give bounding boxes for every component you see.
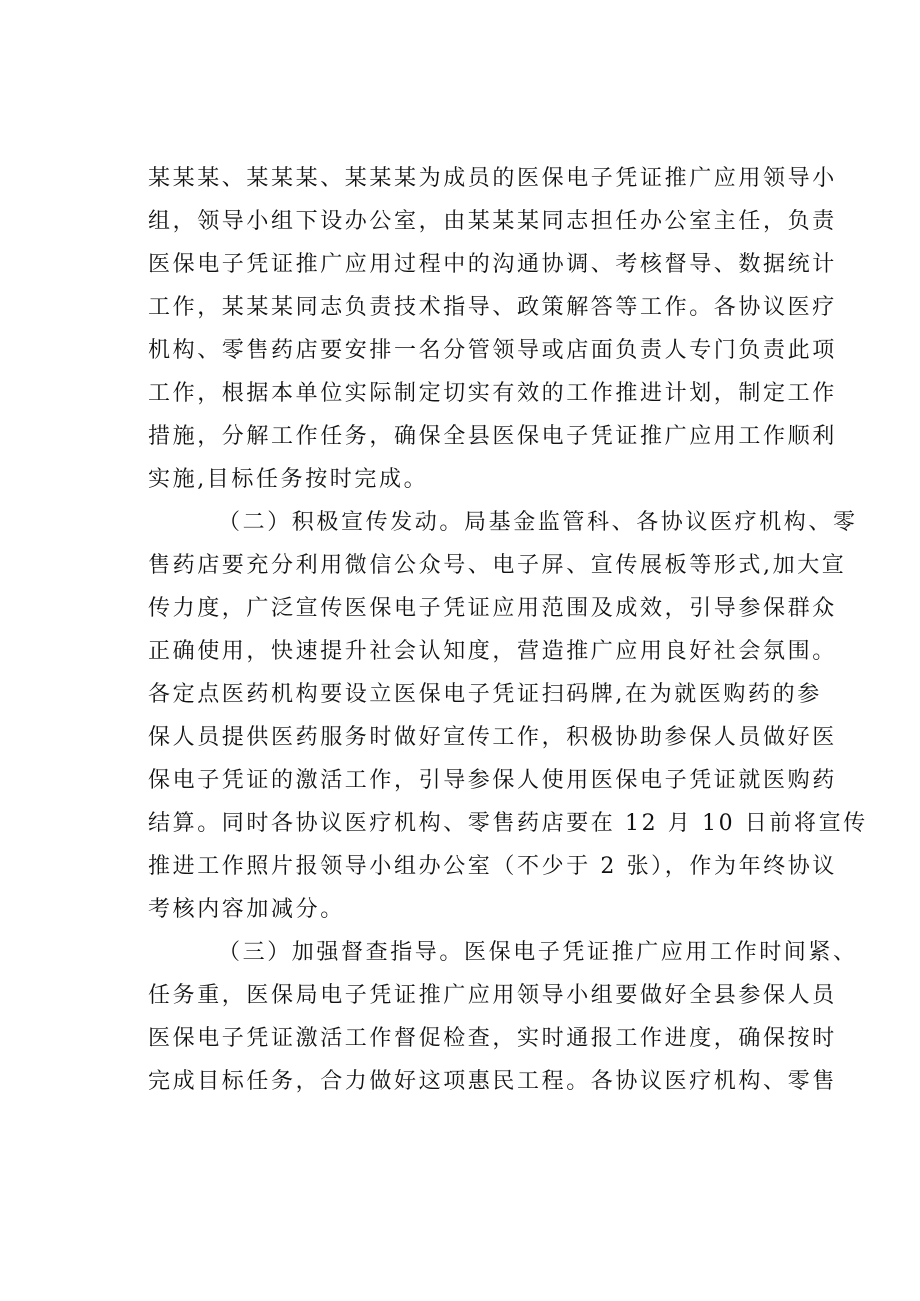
text-line: 结算。同时各协议医疗机构、零售药店要在 12 月 10 日前将宣传 <box>148 811 868 836</box>
text-line: 工作，某某某同志负责技术指导、政策解答等工作。各协议医疗 <box>148 295 837 320</box>
text-line: 保电子凭证的激活工作，引导参保人使用医保电子凭证就医购药 <box>148 768 837 793</box>
text-line: 保人员提供医药服务时做好宣传工作，积极协助参保人员做好医 <box>148 725 837 750</box>
text-line: 医保电子凭证推广应用过程中的沟通协调、考核督导、数据统计 <box>148 252 837 277</box>
text-line: 组，领导小组下设办公室，由某某某同志担任办公室主任，负责 <box>148 209 837 234</box>
text-line: 任务重，医保局电子凭证推广应用领导小组要做好全县参保人员 <box>148 983 837 1008</box>
paragraph-heading-line: （二）积极宣传发动。局基金监管科、各协议医疗机构、零 <box>218 510 858 535</box>
text-line: 各定点医药机构要设立医保电子凭证扫码牌,在为就医购药的参 <box>148 682 822 707</box>
text-line: 推进工作照片报领导小组办公室（不少于 2 张），作为年终协议 <box>148 854 837 879</box>
text-line: 实施,目标任务按时完成。 <box>148 467 429 492</box>
text-line: 传力度，广泛宣传医保电子凭证应用范围及成效，引导参保群众 <box>148 596 837 621</box>
text-line: 考核内容加减分。 <box>148 897 345 922</box>
text-line: 措施，分解工作任务，确保全县医保电子凭证推广应用工作顺利 <box>148 424 837 449</box>
text-line: 完成目标任务，合力做好这项惠民工程。各协议医疗机构、零售 <box>148 1069 837 1094</box>
text-line: 某某某、某某某、某某某为成员的医保电子凭证推广应用领导小 <box>148 166 837 191</box>
text-line: 售药店要充分利用微信公众号、电子屏、宣传展板等形式,加大宣 <box>148 553 847 578</box>
paragraph-heading-line: （三）加强督查指导。医保电子凭证推广应用工作时间紧、 <box>218 940 858 965</box>
text-line: 工作，根据本单位实际制定切实有效的工作推进计划，制定工作 <box>148 381 837 406</box>
text-line: 医保电子凭证激活工作督促检查，实时通报工作进度，确保按时 <box>148 1026 837 1051</box>
text-line: 机构、零售药店要安排一名分管领导或店面负责人专门负责此项 <box>148 338 837 363</box>
text-line: 正确使用，快速提升社会认知度，营造推广应用良好社会氛围。 <box>148 639 837 664</box>
